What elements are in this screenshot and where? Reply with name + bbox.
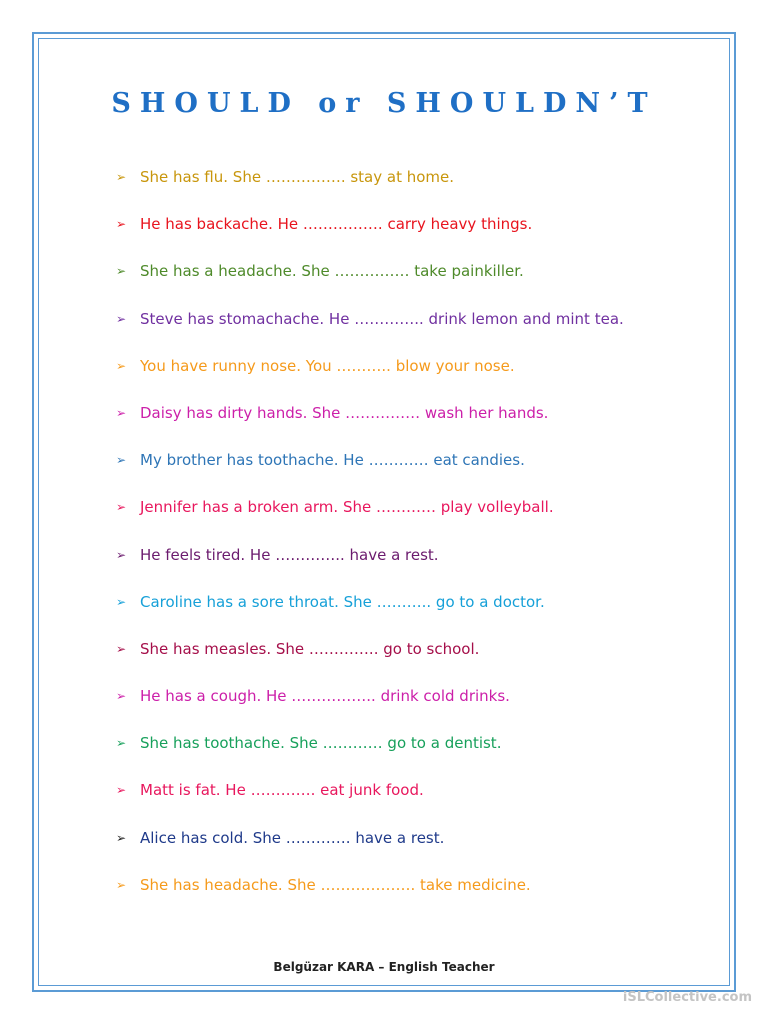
exercise-sentence: She has flu. She ……………. stay at home. bbox=[140, 168, 455, 186]
exercise-item bbox=[116, 826, 726, 873]
exercise-item bbox=[116, 731, 726, 778]
exercise-item bbox=[116, 495, 726, 542]
arrowhead-bullet-icon: ➢ bbox=[116, 783, 127, 798]
arrowhead-bullet-icon: ➢ bbox=[116, 547, 127, 562]
arrowhead-bullet-icon: ➢ bbox=[116, 264, 127, 279]
exercise-sentence: She has measles. She ………….. go to school. bbox=[140, 639, 480, 658]
exercise-item bbox=[116, 259, 726, 306]
exercise-item bbox=[116, 684, 726, 731]
exercise-sentence: Caroline has a sore throat. She ……….. go to a doctor. bbox=[140, 592, 545, 611]
exercise-sentence: She has a headache. She …………… take painkiller. bbox=[140, 262, 524, 281]
page-title: SHOULD or SHOULDN’T bbox=[111, 88, 657, 119]
arrowhead-bullet-icon: ➢ bbox=[116, 453, 127, 468]
arrowhead-bullet-icon: ➢ bbox=[116, 830, 127, 845]
arrowhead-bullet-icon: ➢ bbox=[116, 689, 127, 704]
arrowhead-bullet-icon: ➢ bbox=[116, 405, 127, 420]
exercise-item bbox=[116, 543, 726, 590]
exercise-sentence: She has toothache. She ………… go to a dentist. bbox=[140, 734, 502, 753]
site-watermark: iSLCollective.com bbox=[622, 990, 752, 1005]
exercise-item bbox=[116, 354, 726, 401]
exercise-item bbox=[116, 590, 726, 637]
arrowhead-bullet-icon: ➢ bbox=[116, 311, 127, 326]
arrowhead-bullet-icon: ➢ bbox=[116, 594, 127, 609]
exercise-sentence: My brother has toothache. He ………… eat candies. bbox=[140, 451, 525, 470]
author-credit: Belgüzar KARA – English Teacher bbox=[273, 960, 495, 974]
exercise-sentence: Matt is fat. He …………. eat junk food. bbox=[140, 781, 424, 800]
exercise-list bbox=[116, 165, 726, 920]
exercise-sentence: Jennifer has a broken arm. She ………… play volleyball. bbox=[140, 498, 554, 517]
exercise-item bbox=[116, 873, 726, 920]
arrowhead-bullet-icon: ➢ bbox=[116, 641, 127, 656]
exercise-sentence: Steve has stomachache. He ………….. drink lemon and mint tea. bbox=[140, 309, 624, 328]
exercise-sentence: He has a cough. He …………….. drink cold drinks. bbox=[140, 687, 510, 706]
arrowhead-bullet-icon: ➢ bbox=[116, 217, 127, 232]
arrowhead-bullet-icon: ➢ bbox=[116, 358, 127, 373]
arrowhead-bullet-icon: ➢ bbox=[116, 877, 127, 892]
exercise-item bbox=[116, 307, 726, 354]
exercise-sentence: Alice has cold. She …………. have a rest. bbox=[140, 828, 445, 847]
arrowhead-bullet-icon: ➢ bbox=[116, 500, 127, 515]
arrowhead-bullet-icon: ➢ bbox=[116, 170, 127, 184]
exercise-sentence: She has headache. She ………………. take medicine. bbox=[140, 875, 531, 894]
exercise-sentence: Daisy has dirty hands. She …………… wash her hands. bbox=[140, 403, 549, 422]
exercise-item bbox=[116, 778, 726, 825]
exercise-item bbox=[116, 401, 726, 448]
exercise-sentence: He has backache. He ……………. carry heavy things. bbox=[140, 215, 533, 234]
exercise-sentence: He feels tired. He ………….. have a rest. bbox=[140, 545, 439, 564]
exercise-item bbox=[116, 212, 726, 259]
exercise-item bbox=[116, 637, 726, 684]
exercise-item bbox=[116, 448, 726, 495]
exercise-item bbox=[116, 165, 726, 212]
arrowhead-bullet-icon: ➢ bbox=[116, 736, 127, 751]
exercise-sentence: You have runny nose. You ……….. blow your nose. bbox=[140, 356, 515, 375]
